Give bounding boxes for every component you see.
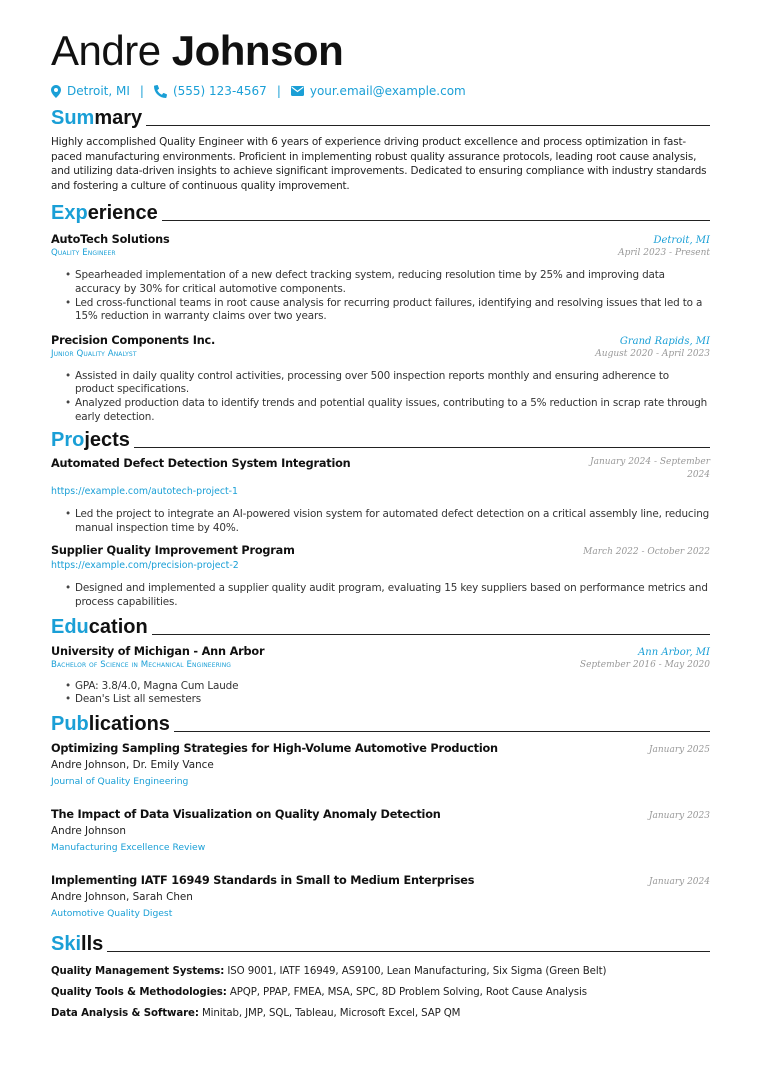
skill-value: APQP, PPAP, FMEA, MSA, SPC, 8D Problem Solving, Root Cause Analysis xyxy=(229,986,587,998)
contact-email[interactable] xyxy=(291,83,466,99)
phone-text: (555) 123-4567 xyxy=(172,84,267,98)
publication-title: The Impact of Data Visualization on Quality Anomaly Detection xyxy=(51,807,441,821)
skill-label: Data Analysis & Software: xyxy=(51,1007,199,1019)
education-dates: September 2016 - May 2020 xyxy=(579,659,710,670)
publication-venue: Manufacturing Excellence Review xyxy=(51,841,206,853)
project-dates: March 2022 - October 2022 xyxy=(583,547,710,558)
first-name: Andre xyxy=(51,27,161,74)
heading-accent: Pro xyxy=(51,429,85,452)
publication-authors: Andre Johnson, Dr. Emily Vance xyxy=(51,758,214,771)
candidate-name xyxy=(51,28,710,74)
contact-line xyxy=(51,83,710,99)
publication-venue: Journal of Quality Engineering xyxy=(51,775,189,787)
project-entry xyxy=(51,456,710,535)
section-heading-publications xyxy=(51,713,710,735)
heading-rest: jects xyxy=(84,429,130,452)
project-link[interactable]: https://example.com/autotech-project-1 xyxy=(51,486,239,498)
skill-label: Quality Management Systems: xyxy=(51,965,225,977)
company-name: AutoTech Solutions xyxy=(51,233,170,247)
section-heading-projects xyxy=(51,429,710,451)
list-item: • Dean's List all semesters xyxy=(65,693,710,707)
section-heading-education xyxy=(51,616,710,638)
phone-icon xyxy=(154,85,167,98)
heading-rule xyxy=(134,447,710,448)
location-text: Detroit, MI xyxy=(67,84,130,98)
skill-label: Quality Tools & Methodologies: xyxy=(51,986,227,998)
heading-rest: lications xyxy=(88,712,170,735)
skill-value: ISO 9001, IATF 16949, AS9100, Lean Manufacturing, Six Sigma (Green Belt) xyxy=(227,965,607,977)
list-item: • Analyzed production data to identify trends and potential quality issues, contributing to a 5% reduction in scrap rate through early detection. xyxy=(65,397,710,424)
job-bullets xyxy=(51,370,710,424)
heading-accent: Pub xyxy=(51,712,89,735)
heading-accent: Exp xyxy=(51,202,88,225)
publication-date: January 2025 xyxy=(648,744,710,755)
project-dates: January 2024 - September 2024 xyxy=(590,457,710,481)
job-location: Detroit, MI xyxy=(653,235,710,247)
heading-rest: erience xyxy=(87,202,158,225)
map-pin-icon xyxy=(51,85,61,98)
experience-entry xyxy=(51,333,710,424)
heading-rest: lls xyxy=(81,932,104,955)
education-bullets xyxy=(51,680,710,707)
job-location: Grand Rapids, MI xyxy=(619,335,710,347)
list-item: • GPA: 3.8/4.0, Magna Cum Laude xyxy=(65,680,710,694)
job-dates: April 2023 - Present xyxy=(618,248,710,259)
skill-line xyxy=(51,1007,710,1020)
heading-accent: Edu xyxy=(51,615,89,638)
heading-rule xyxy=(146,125,710,126)
job-role: Junior Quality Analyst xyxy=(51,348,137,359)
publication-title: Optimizing Sampling Strategies for High-Volume Automotive Production xyxy=(51,741,498,755)
publication-date: January 2024 xyxy=(648,876,710,887)
publication-entry xyxy=(51,741,710,789)
section-heading-skills xyxy=(51,933,710,955)
skill-line xyxy=(51,986,710,999)
section-heading-experience xyxy=(51,202,710,224)
list-item: • Led the project to integrate an AI-powered vision system for automated defect detection on a critical assembly line, reducing manual inspection time by 40%. xyxy=(65,508,710,535)
heading-rest: mary xyxy=(94,107,143,129)
contact-separator: | xyxy=(139,84,144,98)
project-entry xyxy=(51,543,710,609)
publication-date: January 2023 xyxy=(648,810,710,821)
list-item: • Led cross-functional teams in root cause analysis for recurring product failures, identifying and resolving issues that led to a 15% reduction in warranty claims over two years. xyxy=(65,297,710,324)
heading-rule xyxy=(107,951,710,952)
heading-accent: Ski xyxy=(51,932,82,955)
contact-phone[interactable] xyxy=(154,83,267,99)
publication-authors: Andre Johnson, Sarah Chen xyxy=(51,890,193,903)
heading-rule xyxy=(162,220,710,221)
heading-rule xyxy=(174,731,710,732)
degree: Bachelor of Science in Mechanical Engineering xyxy=(51,659,232,670)
project-title: Automated Defect Detection System Integration xyxy=(51,457,351,471)
heading-rule xyxy=(152,634,710,635)
heading-accent: Sum xyxy=(51,107,95,129)
job-dates: August 2020 - April 2023 xyxy=(595,348,710,359)
envelope-icon xyxy=(291,86,304,96)
education-entry xyxy=(51,644,710,707)
email-text: your.email@example.com xyxy=(309,84,466,98)
publication-title: Implementing IATF 16949 Standards in Small to Medium Enterprises xyxy=(51,873,475,887)
contact-separator: | xyxy=(276,84,281,98)
list-item: • Spearheaded implementation of a new defect tracking system, reducing resolution time by 25% and improving data accuracy by 30% for critical automotive components. xyxy=(65,269,710,296)
school-location: Ann Arbor, MI xyxy=(638,646,710,658)
job-bullets xyxy=(51,269,710,323)
list-item: • Designed and implemented a supplier quality audit program, evaluating 15 key suppliers based on performance metrics and process capabilities. xyxy=(65,582,710,609)
job-role: Quality Engineer xyxy=(51,248,116,259)
experience-entry xyxy=(51,232,710,323)
skill-line xyxy=(51,965,710,978)
school-name: University of Michigan - Ann Arbor xyxy=(51,644,265,658)
contact-location xyxy=(51,83,130,99)
publication-venue: Automotive Quality Digest xyxy=(51,907,173,919)
project-title: Supplier Quality Improvement Program xyxy=(51,544,295,558)
project-bullets xyxy=(51,508,710,535)
publication-authors: Andre Johnson xyxy=(51,824,126,837)
publication-entry xyxy=(51,807,710,855)
publication-entry xyxy=(51,873,710,921)
project-link[interactable]: https://example.com/precision-project-2 xyxy=(51,560,239,572)
resume-page xyxy=(51,28,710,1020)
project-bullets xyxy=(51,582,710,609)
summary-text: Highly accomplished Quality Engineer with 6 years of experience driving product excellence and process optimization in fast-paced manufacturing environments. Proficient in implementing robust quality assurance protocols, leading root cause analysis, and utilizing data-driven insights to achieve significant improvements. Dedicated to ensuring compliance with industry standards and fostering a culture of continuous quality improvement. xyxy=(51,136,707,192)
company-name: Precision Components Inc. xyxy=(51,333,216,347)
list-item: • Assisted in daily quality control activities, processing over 500 inspection reports monthly and ensuring adherence to product specifications. xyxy=(65,370,710,397)
skill-value: Minitab, JMP, SQL, Tableau, Microsoft Excel, SAP QM xyxy=(201,1007,461,1019)
last-name: Johnson xyxy=(171,27,344,74)
heading-rest: cation xyxy=(88,615,148,638)
section-heading-summary xyxy=(51,107,710,129)
